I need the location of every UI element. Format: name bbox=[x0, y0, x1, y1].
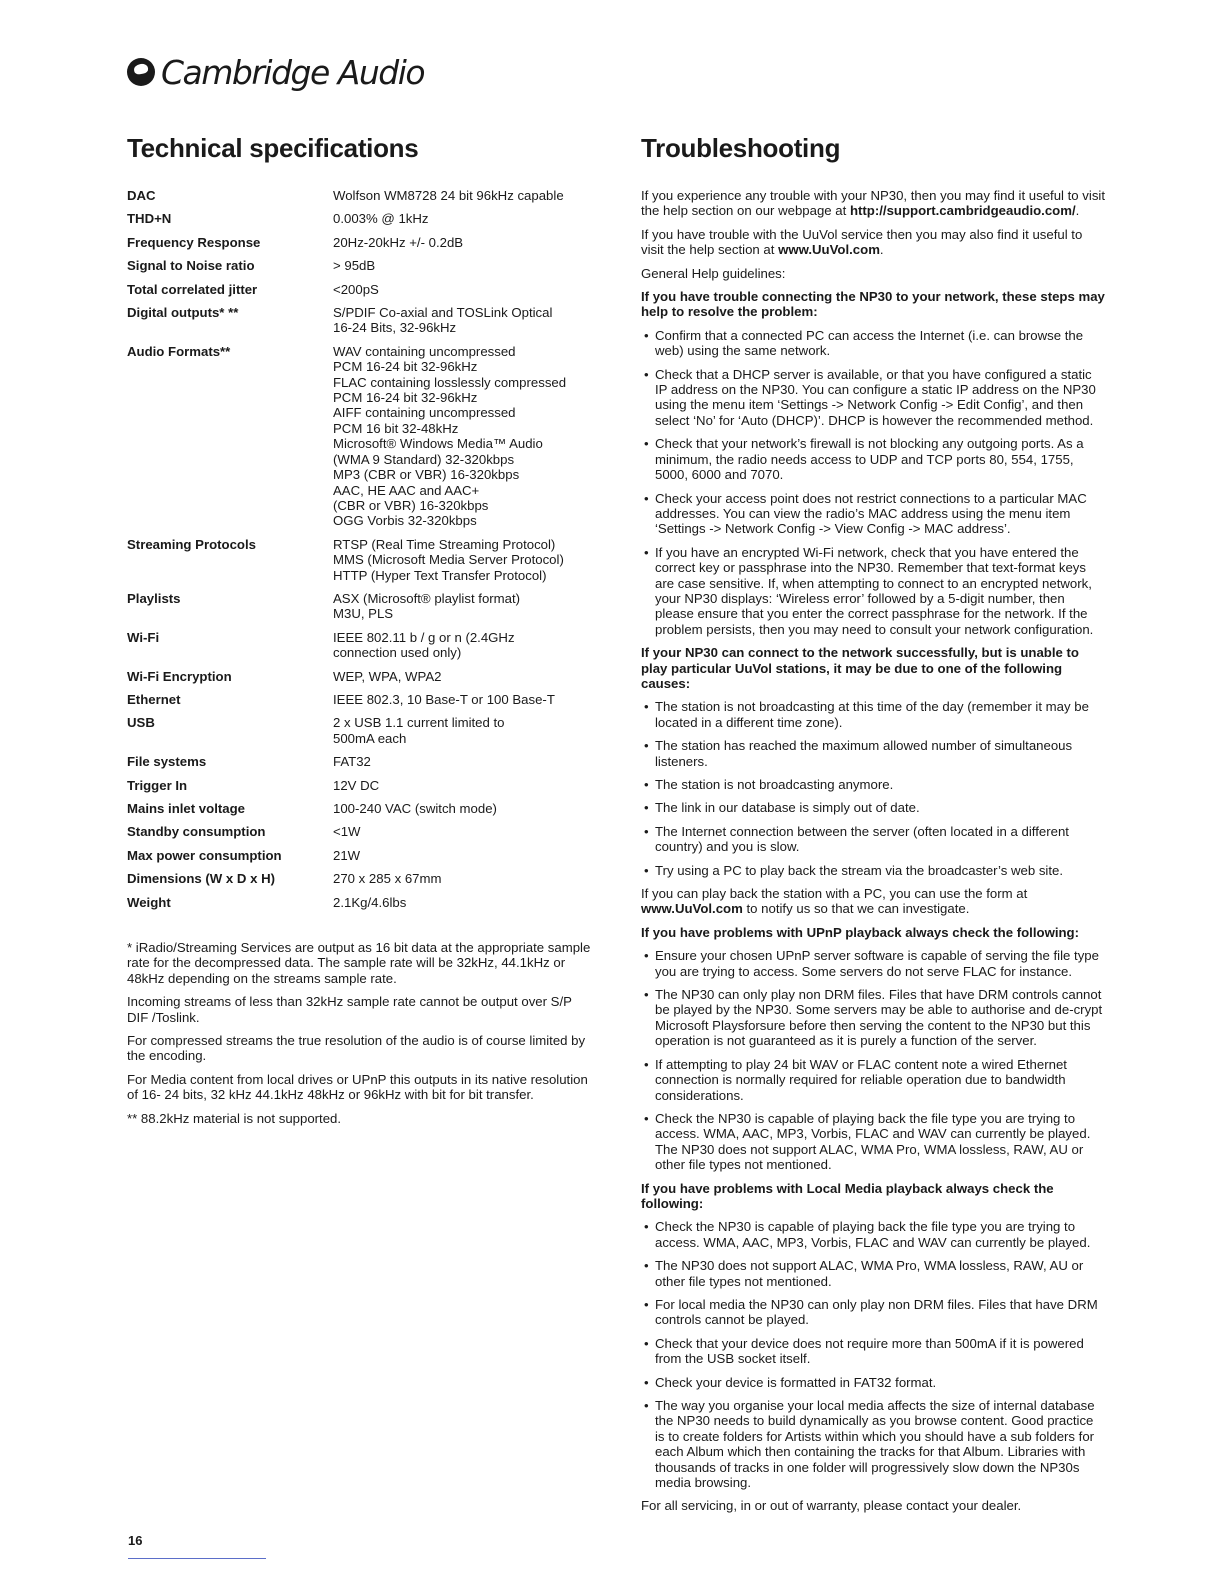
footer-rule bbox=[128, 1558, 266, 1559]
spec-value: <1W bbox=[333, 824, 361, 840]
spec-row bbox=[127, 282, 593, 305]
spec-value: IEEE 802.3, 10 Base-T or 100 Base-T bbox=[333, 691, 555, 707]
general-help-heading: General Help guidelines: bbox=[641, 265, 786, 281]
spec-value: FAT32 bbox=[333, 754, 371, 770]
brand-logo bbox=[127, 52, 424, 92]
spec-value: 0.003% @ 1kHz bbox=[333, 211, 429, 227]
spec-label: THD+N bbox=[127, 211, 172, 227]
spec-value: <200pS bbox=[333, 281, 379, 297]
list-item: • The NP30 does not support ALAC, WMA Pro, WMA lossless, RAW, AU or other file types not mentioned. bbox=[641, 1258, 1106, 1289]
spec-row bbox=[127, 669, 593, 692]
spec-note: * iRadio/Streaming Services are output as 16 bit data at the appropriate sample rate for the decompressed data. The sample rate will be 32kHz, 44.1kHz or 48kHz depending on the streams sample rate. bbox=[127, 940, 591, 986]
spec-row bbox=[127, 824, 593, 847]
spec-value: WEP, WPA, WPA2 bbox=[333, 668, 442, 684]
upnp-section-heading: If you have problems with UPnP playback always check the following: bbox=[641, 924, 1079, 940]
spec-label: Frequency Response bbox=[127, 234, 261, 250]
spec-row bbox=[127, 235, 593, 258]
spec-note: For compressed streams the true resolution of the audio is of course limited by the encoding. bbox=[127, 1033, 586, 1064]
uuvol-link[interactable]: www.UuVol.com bbox=[778, 242, 880, 258]
servicing-paragraph: For all servicing, in or out of warranty, please contact your dealer. bbox=[641, 1498, 1022, 1514]
troubleshooting-body bbox=[641, 188, 1106, 1514]
spec-label: Streaming Protocols bbox=[127, 536, 256, 552]
spec-label: Weight bbox=[127, 894, 171, 910]
spec-row bbox=[127, 258, 593, 281]
spec-value: RTSP (Real Time Streaming Protocol) MMS (Microsoft Media Server Protocol) HTTP (Hyper Text Transfer Protocol) bbox=[333, 536, 564, 583]
cambridge-audio-logo-icon bbox=[127, 58, 155, 86]
spec-value: Wolfson WM8728 24 bit 96kHz capable bbox=[333, 188, 564, 203]
specifications-column bbox=[127, 128, 593, 1134]
spec-label: Standby consumption bbox=[127, 824, 266, 840]
spec-label: Max power consumption bbox=[127, 847, 282, 863]
spec-value: 12V DC bbox=[333, 777, 380, 793]
troubleshooting-column bbox=[641, 128, 1106, 1522]
stations-section-heading: If your NP30 can connect to the network successfully, but is unable to play particular UuVol stations, it may be due to one of the following causes: bbox=[641, 645, 1079, 691]
list-item: • Check that a DHCP server is available, or that you have configured a static IP address on the NP30. You can configure a static IP address on the NP30 using the menu item ‘Settings -> Network Config -> Edit Config’, and then select ‘No’ for ‘Auto (DHCP)’. DHCP is however the recommended method. bbox=[641, 367, 1106, 429]
list-item: • The station is not broadcasting at this time of the day (remember it may be located in a different time zone). bbox=[641, 699, 1106, 730]
spec-value: ASX (Microsoft® playlist format) M3U, PLS bbox=[333, 590, 521, 622]
network-section-heading: If you have trouble connecting the NP30 to your network, these steps may help to resolve the problem: bbox=[641, 289, 1105, 320]
list-item: • If attempting to play 24 bit WAV or FLAC content note a wired Ethernet connection is normally required for reliable operation due to bandwidth considerations. bbox=[641, 1057, 1106, 1103]
list-item: • Check that your device does not require more than 500mA if it is powered from the USB socket itself. bbox=[641, 1336, 1106, 1367]
local-media-checks-list bbox=[641, 1219, 1106, 1490]
support-link[interactable]: http://support.cambridgeaudio.com/ bbox=[849, 203, 1076, 219]
spec-note: ** 88.2kHz material is not supported. bbox=[127, 1110, 342, 1126]
spec-label: Dimensions (W x D x H) bbox=[127, 871, 276, 887]
list-item: • Check that your network’s firewall is not blocking any outgoing ports. As a minimum, the radio needs access to UDP and TCP ports 80, 554, 1755, 5000, 6000 and 7070. bbox=[641, 436, 1106, 482]
spec-row bbox=[127, 754, 593, 777]
spec-row bbox=[127, 848, 593, 871]
specification-notes bbox=[127, 940, 593, 1126]
list-item: • If you have an encrypted Wi-Fi network, check that you have entered the correct key or passphrase into the NP30. Remember that text-format keys are case sensitive. If, when attempting to connect to an encrypted network, your NP30 displays: ‘Wireless error’ followed by a 5-digit number, then please ensure that you enter the correct passphrase for the network. If the problem persists, then you may need to consult your network configuration. bbox=[641, 545, 1106, 637]
list-item: • Confirm that a connected PC can access the Internet (i.e. can browse the web) using the same network. bbox=[641, 328, 1106, 359]
spec-value: 2 x USB 1.1 current limited to 500mA each bbox=[333, 715, 505, 746]
uuvol-report-link[interactable]: www.UuVol.com bbox=[641, 901, 743, 917]
spec-row bbox=[127, 871, 593, 894]
spec-label: Playlists bbox=[127, 590, 181, 606]
spec-row bbox=[127, 344, 593, 537]
spec-row bbox=[127, 778, 593, 801]
spec-row bbox=[127, 801, 593, 824]
list-item: • Check your device is formatted in FAT32 format. bbox=[641, 1375, 1106, 1390]
spec-label: DAC bbox=[127, 188, 156, 203]
spec-value: 100-240 VAC (switch mode) bbox=[333, 801, 497, 816]
spec-value: IEEE 802.11 b / g or n (2.4GHz connection used only) bbox=[333, 629, 515, 661]
intro-uuvol-paragraph: If you have trouble with the UuVol service then you may also find it useful to visit the help section at www.UuVol.com. bbox=[641, 226, 1083, 258]
page-number: 16 bbox=[128, 1533, 143, 1548]
spec-label: Signal to Noise ratio bbox=[127, 258, 255, 274]
list-item: • The way you organise your local media affects the size of internal database the NP30 needs to build dynamically as you browse content. Good practice is to create folders for Artists within which you should have a sub folders for each Album which then containing the tracks for that Album. Libraries with thousands of tracks in one folder will progressively slow down the NP30s media browsing. bbox=[641, 1398, 1106, 1490]
stations-followup-paragraph: If you can play back the station with a PC, you can use the form at www.UuVol.com to notify us so that we can investigate. bbox=[641, 886, 1028, 917]
spec-row bbox=[127, 591, 593, 630]
spec-value: > 95dB bbox=[333, 258, 376, 274]
network-steps-list bbox=[641, 328, 1106, 637]
list-item: • For local media the NP30 can only play non DRM files. Files that have DRM controls cannot be played. bbox=[641, 1297, 1106, 1328]
spec-label: Wi-Fi bbox=[127, 629, 160, 645]
spec-row bbox=[127, 895, 593, 918]
local-media-section-heading: If you have problems with Local Media playback always check the following: bbox=[641, 1180, 1054, 1211]
spec-label: Total correlated jitter bbox=[127, 281, 258, 297]
intro-support-paragraph: If you experience any trouble with your NP30, then you may find it useful to visit the help section on our webpage at http://support.cambridgeaudio.com/. bbox=[641, 188, 1106, 219]
spec-note: For Media content from local drives or UPnP this outputs in its native resolution of 16- 24 bits, 32 kHz 44.1kHz 48kHz or 96kHz with bit for bit transfer. bbox=[127, 1071, 588, 1103]
spec-row bbox=[127, 211, 593, 234]
station-causes-list bbox=[641, 699, 1106, 878]
spec-value: S/PDIF Co-axial and TOSLink Optical 16-24 Bits, 32-96kHz bbox=[333, 305, 553, 336]
list-item: • The station has reached the maximum allowed number of simultaneous listeners. bbox=[641, 738, 1106, 769]
list-item: • The NP30 can only play non DRM files. Files that have DRM controls cannot be played by the NP30. Some servers may be able to authorise and de-crypt Microsoft Playsforsure before then serving the content to the NP30 but this operation is not guaranteed as it is purely a function of the server. bbox=[641, 987, 1106, 1049]
list-item: • The station is not broadcasting anymore. bbox=[641, 777, 1106, 792]
list-item: • Ensure your chosen UPnP server software is capable of serving the file type you are trying to access. Some servers do not serve FLAC for instance. bbox=[641, 948, 1106, 979]
spec-value: 20Hz-20kHz +/- 0.2dB bbox=[333, 234, 464, 250]
spec-label: Ethernet bbox=[127, 691, 181, 707]
list-item: • The Internet connection between the server (often located in a different country) and you is slow. bbox=[641, 824, 1106, 855]
specifications-title: Technical specifications bbox=[127, 133, 419, 163]
upnp-checks-list bbox=[641, 948, 1106, 1172]
list-item: • Check your access point does not restrict connections to a particular MAC addresses. You can view the radio’s MAC address using the menu item ‘Settings -> Network Config -> View Config -> MAC address’. bbox=[641, 491, 1106, 537]
spec-label: Trigger In bbox=[127, 777, 188, 793]
spec-row bbox=[127, 305, 593, 344]
spec-value: 21W bbox=[333, 847, 361, 863]
spec-note: Incoming streams of less than 32kHz sample rate cannot be output over S/P DIF /Toslink. bbox=[127, 994, 572, 1025]
spec-row bbox=[127, 715, 593, 754]
specifications-table bbox=[127, 188, 593, 918]
list-item: • Check the NP30 is capable of playing back the file type you are trying to access. WMA, AAC, MP3, Vorbis, FLAC and WAV can currently be played. The NP30 does not support ALAC, WMA Pro, WMA lossless, RAW, AU or other file types not mentioned. bbox=[641, 1111, 1106, 1173]
list-item: • The link in our database is simply out of date. bbox=[641, 800, 1106, 815]
spec-row bbox=[127, 188, 593, 211]
brand-name: Cambridge Audio bbox=[161, 52, 425, 92]
spec-label: Mains inlet voltage bbox=[127, 801, 245, 816]
spec-label: Digital outputs* ** bbox=[127, 305, 239, 321]
spec-label: USB bbox=[127, 715, 155, 731]
spec-label: Wi-Fi Encryption bbox=[127, 668, 232, 684]
spec-value: 270 x 285 x 67mm bbox=[333, 871, 442, 887]
spec-label: File systems bbox=[127, 754, 207, 770]
troubleshooting-title: Troubleshooting bbox=[641, 133, 841, 163]
spec-value: WAV containing uncompressed PCM 16-24 bit 32-96kHz FLAC containing losslessly compressed PCM 16-24 bit 32-96kHz AIFF containing uncompressed PCM 16 bit 32-48kHz Microsoft® Windows Media™ Audio (WMA 9 Standard) 32-320kbps MP3 (CBR or VBR) 16-320kbps AAC, HE AAC and AAC+ (CBR or VBR) 16-320kbps OGG Vorbis 32-320kbps bbox=[333, 343, 567, 529]
spec-value: 2.1Kg/4.6lbs bbox=[333, 894, 407, 910]
spec-row bbox=[127, 537, 593, 591]
list-item: • Check the NP30 is capable of playing back the file type you are trying to access. WMA, AAC, MP3, Vorbis, FLAC and WAV can currently be played. bbox=[641, 1219, 1106, 1250]
list-item: • Try using a PC to play back the stream via the broadcaster’s web site. bbox=[641, 863, 1106, 878]
spec-row bbox=[127, 692, 593, 715]
spec-label: Audio Formats** bbox=[127, 343, 231, 359]
spec-row bbox=[127, 630, 593, 669]
